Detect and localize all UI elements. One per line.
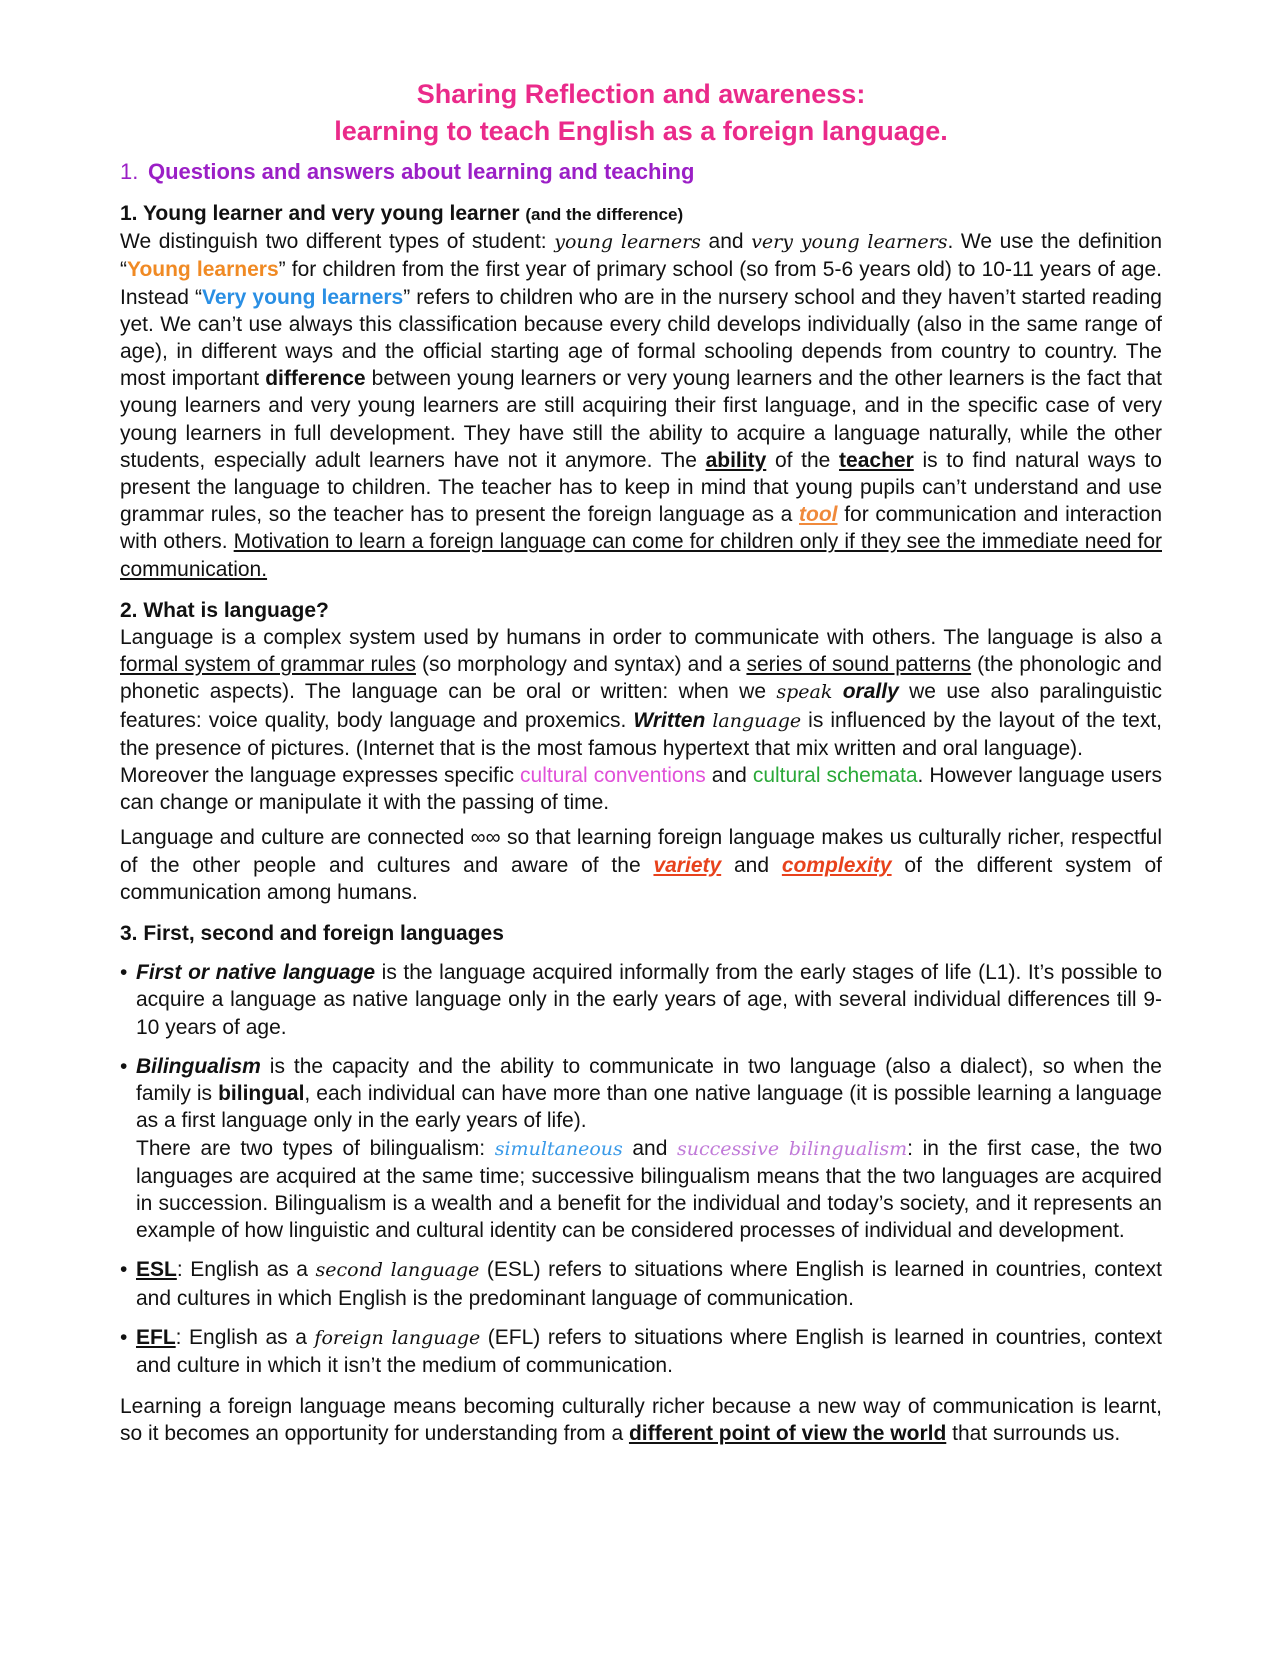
text-run: ” for children from the first year of primary school (so from 5-6 years old) to 10-11 years of age. Instead “ — [120, 258, 1162, 309]
text-run — [832, 680, 842, 703]
q1-heading-note: (and the difference) — [525, 205, 684, 224]
q3-bullet-list — [120, 959, 1162, 1379]
text-run: Language and culture are connected ∞∞ so that learning foreign language makes us culturally richer, respectful of the other people and cultures and aware of the — [120, 826, 1162, 877]
text-run: between young learners or very young learners and the other learners is the fact that young learners and very young learners are still acquiring their first language, and in the specific case of very young learners in full development. They have still the ability to acquire a language naturally, while the other students, especially adult learners have not it anymore. The — [120, 367, 1162, 472]
text-run: : English as a — [175, 1325, 315, 1349]
text-run: . We use the definition “ — [120, 230, 1162, 282]
term-young-learners-italic: young learners — [554, 231, 701, 254]
motivation-sentence: Motivation to learn a foreign language can come for children only if they see the immediate need for communication. — [120, 530, 1162, 581]
bullet-icon: • — [120, 1054, 128, 1078]
term-simultaneous: simultaneous — [494, 1137, 623, 1160]
q1-paragraph — [120, 228, 1162, 583]
term-ability: ability — [705, 448, 767, 472]
text-run: (so morphology and syntax) and a — [415, 653, 747, 677]
list-item — [120, 1324, 1162, 1379]
text-run: , each individual can have more than one native language (it is possible learning a language as a first language only in the early years of life). — [136, 1082, 1162, 1133]
text-run: and — [721, 853, 782, 877]
term-speak: speak — [776, 681, 833, 704]
document-title — [120, 76, 1162, 150]
term-first-language: First or native language — [136, 961, 376, 985]
text-run: and — [700, 230, 752, 254]
title-line-1: Sharing Reflection and awareness: — [416, 79, 866, 109]
text-run: is to find natural ways to present the language to children. The teacher has to keep in mind that young pupils can’t understand and use grammar rules, so the teacher has to present the foreign language as a — [120, 448, 1162, 527]
text-run: Learning a foreign language means becoming culturally richer because a new way of communication is learnt, so it becomes an opportunity for understanding from a — [120, 1395, 1162, 1446]
q2-paragraph-3 — [120, 824, 1162, 906]
text-run: (ESL) refers to situations where English is learned in countries, context and cultures in which English is the predominant language of communication. — [136, 1258, 1163, 1310]
text-run: is influenced by the layout of the text, the presence of pictures. (Internet that is the most famous hypertext that mix written and oral language). — [120, 708, 1162, 760]
text-run: Language is a complex system used by humans in order to communicate with others. The language is also a — [120, 626, 1162, 650]
term-young-learners: Young learners — [127, 258, 279, 282]
text-run: that surrounds us. — [946, 1422, 1121, 1446]
q3-heading: 3. First, second and foreign languages — [120, 922, 504, 946]
term-different-point-of-view: different point of view the world — [628, 1422, 947, 1446]
term-esl: ESL — [136, 1258, 177, 1282]
text-run: : in the first case, the two languages are acquired at the same time; successive bilingualism means that the two languages are acquired in succession. Bilingualism is a wealth and a benefit for the individual and today’s society, and it represents an example of how linguistic and cultural identity can be considered processes of individual and development. — [136, 1136, 1162, 1243]
text-run: ” refers to children who are in the nursery school and they haven’t started reading yet. We can’t use always this classification because every child develops individually (also in the same range of age), in different ways and the official starting age of formal schooling depends from country to country. The most important — [120, 285, 1162, 391]
title-line-2: learning to teach English as a foreign language. — [334, 116, 948, 146]
term-orally: orally — [842, 680, 899, 704]
term-teacher: teacher — [839, 448, 914, 472]
term-variety: variety — [653, 853, 722, 877]
text-run: There are two types of bilingualism: — [136, 1136, 495, 1160]
term-second-language: second language — [315, 1259, 480, 1282]
term-bilingualism: Bilingualism — [136, 1054, 261, 1078]
term-very-young-learners-italic: very young learners — [751, 231, 948, 254]
section-heading-text: Questions and answers about learning and teaching — [148, 159, 695, 184]
term-cultural-conventions: cultural conventions — [520, 764, 706, 788]
text-run: is the language acquired informally from the early stages of life (L1). It’s possible to acquire a language as native language only in the early years of age, with several individual differences till 9-10 years of age. — [136, 961, 1163, 1039]
text-run: we use also paralinguistic features: voice quality, body language and proxemics. — [120, 680, 1162, 732]
text-run: (EFL) refers to situations where English is learned in countries, context and culture in which it isn’t the medium of communication. — [136, 1325, 1163, 1377]
section-number: 1. — [120, 159, 139, 184]
term-complexity: complexity — [781, 853, 892, 877]
term-successive-bilingualism: successive bilingualism — [677, 1137, 908, 1160]
term-very-young-learners: Very young learners — [201, 285, 404, 309]
bullet-icon: • — [120, 961, 128, 985]
term-tool: tool — [799, 503, 838, 527]
term-cultural-schemata: cultural schemata — [752, 764, 918, 788]
text-run: (the phonologic and phonetic aspects). The language can be oral or written: when we — [120, 653, 1162, 704]
text-run: and — [622, 1136, 677, 1160]
term-written: Written — [633, 708, 706, 732]
text-run: is the capacity and the ability to communicate in two language (also a dialect), so when the family is — [136, 1054, 1162, 1106]
term-formal-system: formal system of grammar rules — [120, 653, 416, 677]
text-run: of the different system of communication among humans. — [120, 853, 1162, 904]
q1-heading-text: 1. Young learner and very young learner — [120, 202, 520, 225]
list-item — [120, 1256, 1162, 1311]
term-sound-patterns: series of sound patterns — [746, 653, 972, 677]
closing-paragraph — [120, 1393, 1162, 1447]
text-run: Moreover the language expresses specific — [120, 764, 521, 788]
q2-paragraph-1 — [120, 624, 1162, 762]
q2-heading: 2. What is language? — [120, 598, 329, 622]
text-run: We distinguish two different types of student: — [120, 230, 555, 254]
term-bilingual: bilingual — [218, 1082, 305, 1106]
bullet-icon: • — [120, 1258, 128, 1282]
term-difference: difference — [265, 367, 366, 391]
bullet-icon: • — [120, 1325, 128, 1349]
list-item — [120, 959, 1162, 1041]
list-item — [120, 1053, 1162, 1244]
text-run: : English as a — [176, 1258, 316, 1282]
q2-paragraph-2 — [120, 762, 1162, 816]
q1-heading — [120, 200, 1162, 228]
text-run: . However language users can change or manipulate it with the passing of time. — [120, 764, 1162, 815]
term-efl: EFL — [136, 1325, 176, 1349]
text-run: of the — [766, 448, 840, 472]
text-run: and — [705, 764, 753, 788]
text-run: for communication and interaction with others. — [120, 503, 1162, 554]
section-heading — [120, 158, 1162, 186]
term-foreign-language: foreign language — [314, 1326, 481, 1349]
term-language-italic: language — [712, 709, 802, 732]
